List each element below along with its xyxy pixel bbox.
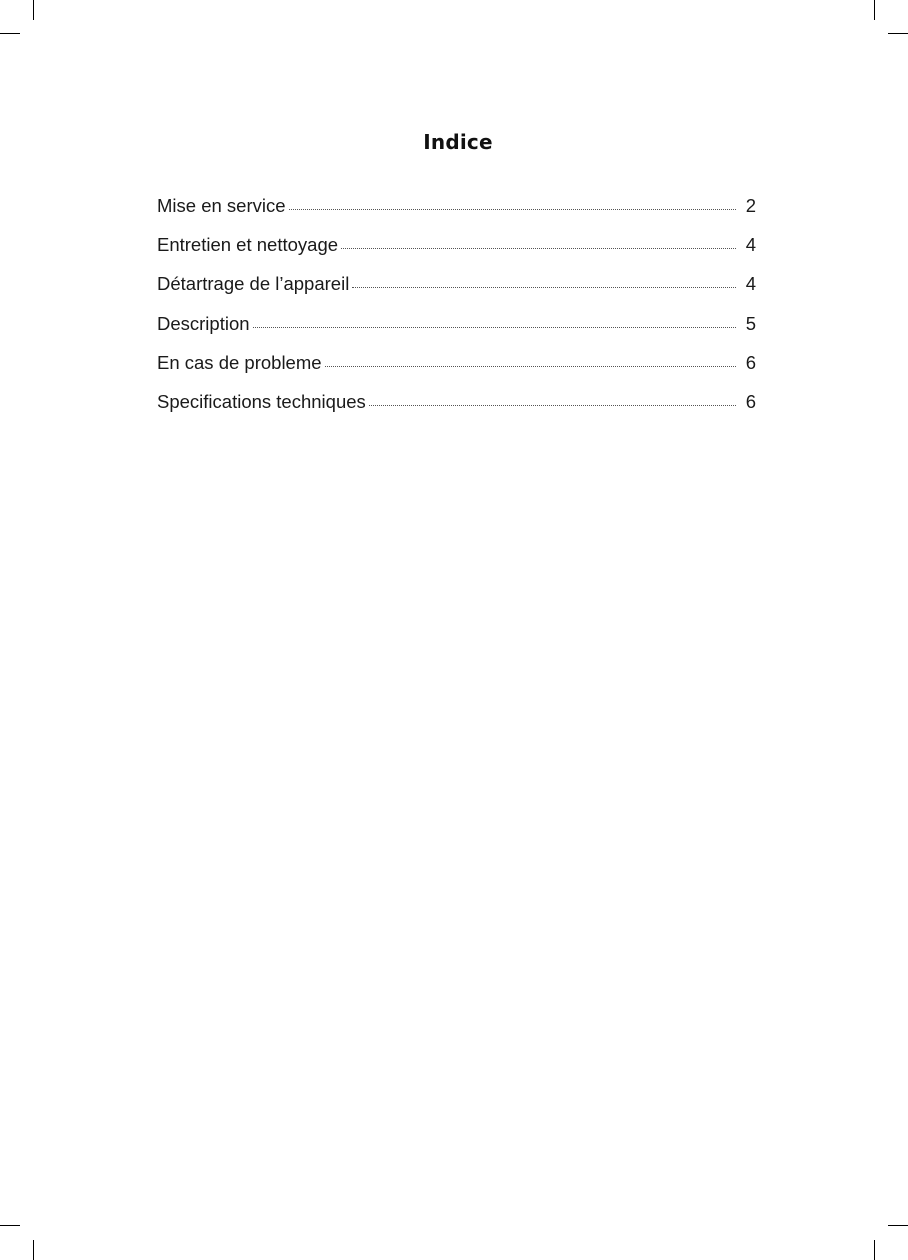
dot-leader [325,366,736,367]
toc-page-number: 4 [745,273,756,295]
toc-page-number: 4 [745,234,756,256]
dot-leader [253,327,736,328]
crop-mark-bottom-right [874,1240,875,1260]
toc-entry-label: Description [157,312,250,334]
crop-mark-bottom-left [33,1240,34,1260]
toc-page-number: 2 [745,195,756,216]
toc-entry-label: Mise en service [157,195,286,216]
crop-mark-left-top [0,33,20,34]
toc-entry-label: En cas de probleme [157,351,322,373]
toc-entry-label: Specifications techniques [157,390,366,412]
toc-entry-detartrage[interactable] [157,268,756,307]
dot-leader [369,405,736,406]
crop-mark-top-left [33,0,34,20]
toc-entry-entretien-et-nettoyage[interactable] [157,229,756,268]
table-of-contents [157,190,756,425]
toc-entry-label: Entretien et nettoyage [157,234,339,256]
toc-page-number: 6 [745,351,756,373]
toc-page-number: 6 [745,390,756,412]
dot-leader [352,287,735,288]
toc-page-number: 5 [745,312,756,334]
toc-entry-mise-en-service[interactable] [157,190,756,229]
dot-leader [289,209,736,210]
toc-entry-specifications-techniques[interactable] [157,386,756,425]
page-title: Indice [423,130,493,155]
toc-entry-en-cas-de-probleme[interactable] [157,347,756,386]
toc-entry-description[interactable] [157,308,756,347]
toc-entry-label: Détartrage de l’appareil [157,273,350,295]
crop-mark-top-right [874,0,875,20]
dot-leader [341,248,736,249]
crop-mark-left-bottom [0,1225,20,1226]
crop-mark-right-top [888,33,908,34]
crop-mark-right-bottom [888,1225,908,1226]
